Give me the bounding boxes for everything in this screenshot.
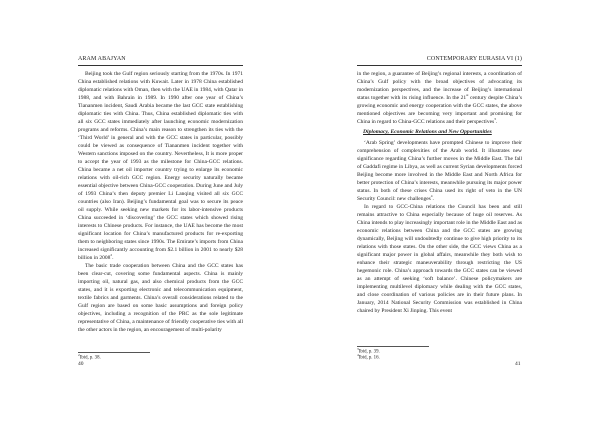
page-number: 40: [78, 361, 84, 367]
paragraph-text: in the region, a guarantee of Beijing’s regional interests, a coordination of China’s Gulf policy with the broad objectives of advocating its modernization perspectives, and the increase of Beijing’s international status together with its rising influence. In the 21: [357, 71, 522, 101]
footnote-marker: 4: [430, 194, 433, 199]
footnote-text: Ibid, p. 38.: [79, 355, 101, 361]
header-rule: [78, 65, 243, 66]
footnote-text: Ibid, p. 39.: [358, 349, 380, 355]
running-header-author: ARAM ABAJYAN: [78, 56, 126, 62]
paragraph: The basic trade cooperation between China and the GCC states has been clear-cut, covering some fundamental aspects. China is mainly importing oil, natural gas, and also chemical products from the GCC states, and it is exporting electronic and telecommunication equipment, textile fabrics and garments. China’s overall considerations related to the Gulf region are based on some basic assumptions and foreign policy objectives, including a recognition of the PRC as the sole legitimate representative of China, a maintenance of friendly cooperative ties with all the other actors in the region, an encouragement of multi-polarity: [78, 263, 243, 333]
footnote-mark: 4: [357, 353, 359, 357]
footnote-marker: 2: [110, 253, 113, 258]
superscript: st: [466, 93, 469, 98]
right-page: [300, 0, 600, 424]
paragraph-text: century despite China’s growing economic and energy cooperation with the GCC states, the above mentioned objectives are becoming very important and promising for China in regard to China-GCC relations and their perspectives: [357, 95, 522, 125]
page-number: 41: [515, 361, 521, 367]
right-body-text: [357, 70, 522, 315]
footnote-mark: 2: [78, 353, 80, 357]
paragraph-text: ‘Arab Spring’ developments have prompted Chinese to improve their comprehension of complexities of the Arab world. It illustrates new significance regarding China’s further moves in the Middle East. The fall of Gaddafi regime in Libya, as well as current Syrian developments forced Beijing become more involved in the Middle East and North Africa for better protection of China’s interests, meanwhile pursuing its major power status. In both of these crises China used its right of veto in the UN Security Council: new challenges: [357, 140, 522, 202]
paragraph: in the region, a guarantee of Beijing’s regional interests, a coordination of China’s Gulf policy with the broad objectives of advocating its modernization perspectives, and the increase of Beijing’s international status together with its rising influence. In the 21st century despite China’s growing economic and energy cooperation with the GCC states, the above mentioned objectives are becoming very important and promising for China in regard to China-GCC relations and their perspectives$^3$.: [357, 71, 522, 125]
footnote-text: Ibid, p. 16.: [358, 355, 380, 361]
footnote-mark: 3: [357, 347, 359, 351]
running-header-journal: CONTEMPORARY EURASIA VI (1): [426, 56, 522, 62]
paragraph: ‘Arab Spring’ developments have prompted Chinese to improve their comprehension of complexities of the Arab world. It illustrates new significance regarding China’s further moves in the Middle East. The fall of Gaddafi regime in Libya, as well as current Syrian developments forced Beijing become more involved in the Middle East and North Africa for better protection of China’s interests, meanwhile pursuing its major power status. In both of these crises China used its right of veto in the UN Security Council: new challenges$^4$.: [357, 140, 522, 202]
footnote: [357, 355, 380, 362]
footnote-marker: 3: [494, 117, 496, 122]
left-body-text: [78, 70, 243, 334]
section-heading: Diplomacy, Economic Relations and New Opportunities: [363, 129, 492, 135]
paragraph: Beijing took the Gulf region seriously starting from the 1970s. In 1971 China established relations with Kuwait. Later in 1978 China established diplomatic relations with Oman, then with the UAE in 1984, with Qatar in 1988, and with Bahrain in 1989. In 1990 after one year of China’s Tiananmen incident, Saudi Arabia became the last GCC state establishing diplomatic ties with China. Thus, China established diplomatic ties with all six GCC states immediately after launching economic modernization programs and reforms. China’s main reason to strengthen its ties with the ‘Third World’ in general and with the GCC states in particular, possibly could be viewed as consequence of Tiananmen incident together with Western sanctions imposed on the country. Nevertheless, It is more proper to accept the year of 1993 as the milestone for China-GCC relations. China became a net oil importer country trying to enlarge its economic relations with oil-rich GCC region. Energy security naturally became essential objective between China-GCC cooperation. During June and July of 1993 China’s then deputy premier Li Lanqing visited all six GCC countries (also Iran). Beijing’s fundamental goal was to secure its peace oil supply. While seeking new markets for its labor-intensive products China succeeded in ‘discovering’ the GCC states which showed rising interests to Chinese products. For instance, the UAE has become the most significant location for China’s manufactured products for re-exporting them to neighboring states since 1990s. The Emirate’s imports from China increased significantly accounting from $2.1 billion in 2001 to nearly $28 billion in 2008$^2$.: [78, 71, 243, 261]
header-rule: [357, 65, 522, 66]
footnote-rule: [357, 346, 429, 347]
footnote-rule: [78, 352, 150, 353]
paragraph: In regard to GCC-China relations the Council has been and still remains attractive to China especially because of huge oil reserves. As China intends to play increasingly important role in the Middle East and as economic relations between China and the GCC states are growing dynamically, Beijing will undoubtedly continue to give high priority to its relations with those states. On the other side, the GCC views China as a significant major power in global affairs, meanwhile they both wish to enhance their strategic maneuverability through restricting the US hegemonic role. China’s approach towards the GCC states can be viewed as an attempt of seeking ‘soft balance’. Chinese policymakers are implementing multilevel diplomacy while dealing with the GCC states, and close coordination of various policies are in their future plans. In January, 2014 National Security Commission was established in China chaired by President Xi Jinping. This event: [357, 204, 522, 314]
paragraph-text: Beijing took the Gulf region seriously starting from the 1970s. In 1971 China established relations with Kuwait. Later in 1978 China established diplomatic relations with Oman, then with the UAE in 1984, with Qatar in 1988, and with Bahrain in 1989. In 1990 after one year of China’s Tiananmen incident, Saudi Arabia became the last GCC state establishing diplomatic ties with China. Thus, China established diplomatic ties with all six GCC states immediately after launching economic modernization programs and reforms. China’s main reason to strengthen its ties with the ‘Third World’ in general and with the GCC states in particular, possibly could be viewed as consequence of Tiananmen incident together with Western sanctions imposed on the country. Nevertheless, It is more proper to accept the year of 1993 as the milestone for China-GCC relations. China became a net oil importer country trying to enlarge its economic relations with oil-rich GCC region. Energy security naturally became essential objective between China-GCC cooperation. During June and July of 1993 China’s then deputy premier Li Lanqing visited all six GCC countries (also Iran). Beijing’s fundamental goal was to secure its peace oil supply. While seeking new markets for its labor-intensive products China succeeded in ‘discovering’ the GCC states which showed rising interests to Chinese products. For instance, the UAE has become the most significant location for China’s manufactured products for re-exporting them to neighboring states since 1990s. The Emirate’s imports from China increased significantly accounting from $2.1 billion in 2001 to nearly $28 billion in 2008: [78, 71, 243, 261]
